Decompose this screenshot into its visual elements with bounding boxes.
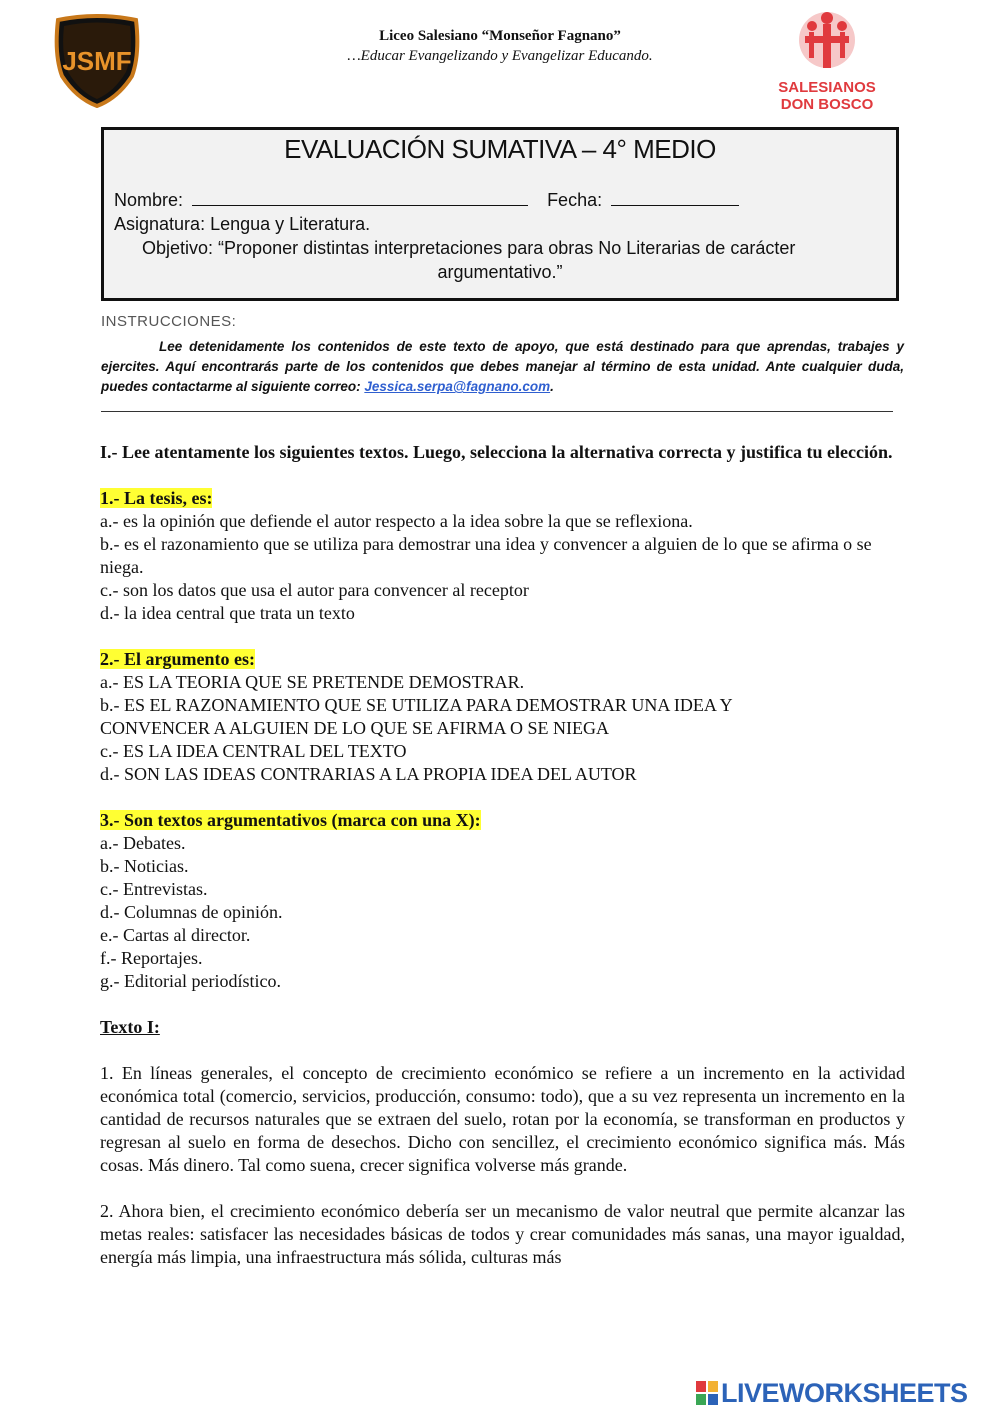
school-name: Liceo Salesiano “Monseñor Fagnano”: [379, 28, 621, 44]
objetivo-value-2: argumentativo.”: [437, 262, 563, 282]
question-3-title: 3.- Son textos argumentativos (marca con una X):: [100, 810, 481, 830]
footer-brand-text: LIVEWORKSHEETS: [721, 1378, 968, 1408]
nombre-field[interactable]: [192, 204, 528, 206]
q3-option-c[interactable]: c.- Entrevistas.: [100, 879, 208, 899]
asignatura-value: : Lengua y Literatura.: [200, 214, 371, 234]
texto-1-paragraph-2: 2. Ahora bien, el crecimiento económico debería ser un mecanismo de valor neutral que permite alcanzar las metas reales: satisfacer las necesidades básicas de todos y crear comunidades más sanas, una mayor igualdad, energía más limpia, una infraestructura más sólida, culturas más: [100, 1201, 905, 1267]
salesian-cross-icon: [772, 6, 882, 78]
worksheet-content: [100, 441, 905, 1269]
objetivo-value-1: “Proponer distintas interpretaciones para obras No Literarias de carácter: [213, 238, 796, 258]
question-2-title: 2.- El argumento es:: [100, 649, 255, 669]
objetivo-row: [142, 238, 882, 259]
school-shield-logo: [52, 14, 142, 108]
q3-option-b[interactable]: b.- Noticias.: [100, 856, 189, 876]
fecha-label: Fecha:: [547, 190, 603, 210]
salesianos-logo: [772, 6, 882, 116]
school-motto: …Educar Evangelizando y Evangelizar Educando.: [347, 48, 653, 64]
q3-option-f[interactable]: f.- Reportajes.: [100, 948, 203, 968]
objetivo-label: Objetivo:: [142, 238, 214, 258]
instructions-body: Lee detenidamente los contenidos de este texto de apoyo, que está destinado para que aprendas, trabajes y ejercites. Aquí encontrarás parte de los contenidos que debes manejar al término de esta unidad. Ante cualquier duda, puedes contactarme al siguiente correo:: [101, 339, 904, 394]
q2-option-b[interactable]: b.- ES EL RAZONAMIENTO QUE SE UTILIZA PARA DEMOSTRAR UNA IDEA Y CONVENCER A ALGUIEN DE LO QUE SE AFIRMA O SE NIEGA: [100, 695, 733, 738]
nombre-row: [114, 190, 739, 211]
divider: [101, 411, 893, 412]
q2-option-a[interactable]: a.- ES LA TEORIA QUE SE PRETENDE DEMOSTRAR.: [100, 672, 525, 692]
asignatura-row: [114, 214, 370, 235]
q2-option-d[interactable]: d.- SON LAS IDEAS CONTRARIAS A LA PROPIA IDEA DEL AUTOR: [100, 764, 637, 784]
question-1-title: 1.- La tesis, es:: [100, 488, 213, 508]
texto-1-paragraph-1: 1. En líneas generales, el concepto de crecimiento económico se refiere a un incremento en la actividad económica total (comercio, servicios, producción, consumo: todo), que a su vez representa un incremento en la cantidad de recursos naturales que se extraen del suelo, rotan por la economía, se transforman en productos y regresan al suelo en forma de desechos. Dicho con sencillez, el crecimiento económico significa más. Más cosas. Más dinero. Tal como suena, crecer significa volverse más grande.: [100, 1063, 905, 1175]
q3-option-e[interactable]: e.- Cartas al director.: [100, 925, 251, 945]
fecha-field[interactable]: [611, 204, 739, 206]
q3-option-a[interactable]: a.- Debates.: [100, 833, 186, 853]
liveworksheets-logo: [696, 1378, 968, 1409]
q3-option-g[interactable]: g.- Editorial periodístico.: [100, 971, 281, 991]
exam-title: EVALUACIÓN SUMATIVA – 4° MEDIO: [284, 134, 716, 164]
q1-option-d[interactable]: d.- la idea central que trata un texto: [100, 603, 355, 623]
instructions-end: .: [550, 379, 554, 394]
q1-option-b[interactable]: b.- es el razonamiento que se utiliza para demostrar una idea y convencer a alguien de lo que se afirma o se niega.: [100, 534, 872, 577]
shield-icon: [52, 14, 142, 108]
section-heading: I.- Lee atentamente los siguientes textos. Luego, selecciona la alternativa correcta y justifica tu elección.: [100, 442, 893, 462]
texto-1-title: Texto I:: [100, 1017, 160, 1037]
asignatura-label: Asignatura: [114, 214, 201, 234]
contact-email-link[interactable]: Jessica.serpa@fagnano.com: [364, 379, 551, 394]
q2-option-c[interactable]: c.- ES LA IDEA CENTRAL DEL TEXTO: [100, 741, 407, 761]
q1-option-a[interactable]: a.- es la opinión que defiende el autor respecto a la idea sobre la que se reflexiona.: [100, 511, 693, 531]
exam-header-box: [101, 127, 899, 301]
instructions-label: INSTRUCCIONES:: [101, 313, 237, 330]
instructions-text: [101, 337, 904, 397]
liveworksheets-badge-icon: [696, 1381, 718, 1405]
logo-right-line1: SALESIANOS: [778, 79, 876, 96]
q1-option-c[interactable]: c.- son los datos que usa el autor para convencer al receptor: [100, 580, 529, 600]
logo-right-line2: DON BOSCO: [780, 96, 874, 113]
nombre-label: Nombre:: [114, 190, 184, 210]
logo-left-text: JSMF: [62, 46, 132, 76]
q3-option-d[interactable]: d.- Columnas de opinión.: [100, 902, 283, 922]
